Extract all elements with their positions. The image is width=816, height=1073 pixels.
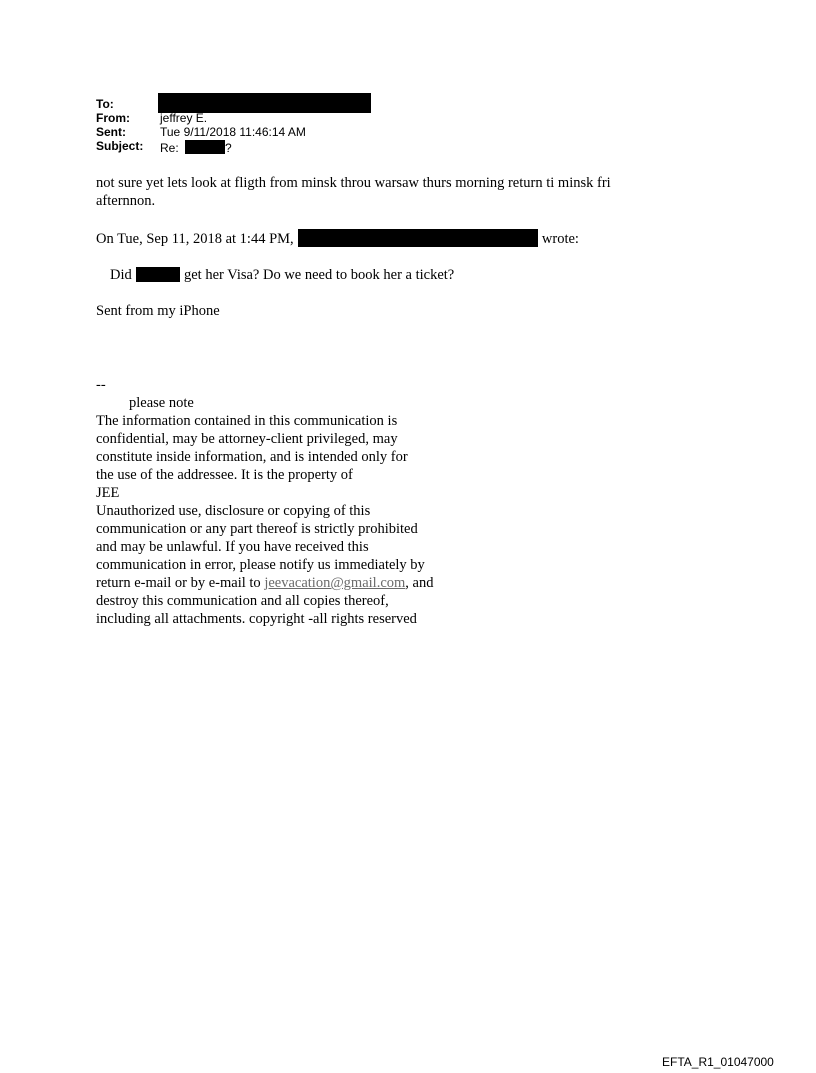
subject-label: Subject: [96, 139, 144, 153]
email-line-prefix: return e-mail or by e-mail to [96, 575, 261, 591]
reply-line-2: afternnon. [96, 193, 156, 209]
redaction-sender [298, 229, 538, 247]
disclaimer-line: the use of the addressee. It is the property of [96, 467, 353, 483]
quote-intro-suffix: wrote: [541, 231, 579, 247]
email-link[interactable]: jeevacation@gmail.com [264, 575, 406, 591]
redaction-to [158, 93, 371, 113]
quoted-prefix: Did [110, 267, 132, 283]
subject-prefix: Re: [160, 141, 179, 155]
disclaimer-line: constitute inside information, and is intended only for [96, 449, 408, 465]
document-id: EFTA_R1_01047000 [662, 1055, 774, 1069]
disclaimer-line: JEE [96, 485, 120, 501]
disclaimer-email-line [96, 574, 433, 592]
from-value: jeffrey E. [160, 111, 208, 125]
reply-line-1: not sure yet lets look at fligth from minsk throu warsaw thurs morning return ti minsk fri [96, 175, 611, 191]
disclaimer-line: The information contained in this communication is [96, 413, 398, 429]
quote-intro [96, 229, 579, 248]
email-line-suffix: , and [405, 575, 434, 591]
disclaimer-line: and may be unlawful. If you have received this [96, 539, 369, 555]
reply-body [96, 174, 611, 210]
disclaimer-line: communication or any part thereof is strictly prohibited [96, 521, 418, 537]
sent-value: Tue 9/11/2018 11:46:14 AM [160, 125, 306, 139]
disclaimer-line: Unauthorized use, disclosure or copying of this [96, 503, 371, 519]
quoted-signature: Sent from my iPhone [96, 303, 220, 319]
redaction-name [136, 267, 180, 282]
redaction-subject [185, 140, 225, 154]
quoted-message [110, 266, 454, 284]
quote-intro-prefix: On Tue, Sep 11, 2018 at 1:44 PM, [96, 231, 294, 247]
from-label: From: [96, 111, 130, 125]
disclaimer-line: including all attachments. copyright -all rights reserved [96, 611, 417, 627]
signature-note: please note [129, 395, 194, 411]
subject-value [160, 140, 232, 155]
subject-suffix: ? [225, 141, 232, 155]
disclaimer-line: confidential, may be attorney-client privileged, may [96, 431, 398, 447]
sent-label: Sent: [96, 125, 126, 139]
disclaimer-line: destroy this communication and all copies thereof, [96, 593, 389, 609]
to-label: To: [96, 97, 114, 111]
signature-separator: -- [96, 377, 106, 393]
quoted-suffix: get her Visa? Do we need to book her a ticket? [184, 267, 455, 283]
disclaimer-line: communication in error, please notify us immediately by [96, 557, 425, 573]
disclaimer [96, 412, 433, 628]
